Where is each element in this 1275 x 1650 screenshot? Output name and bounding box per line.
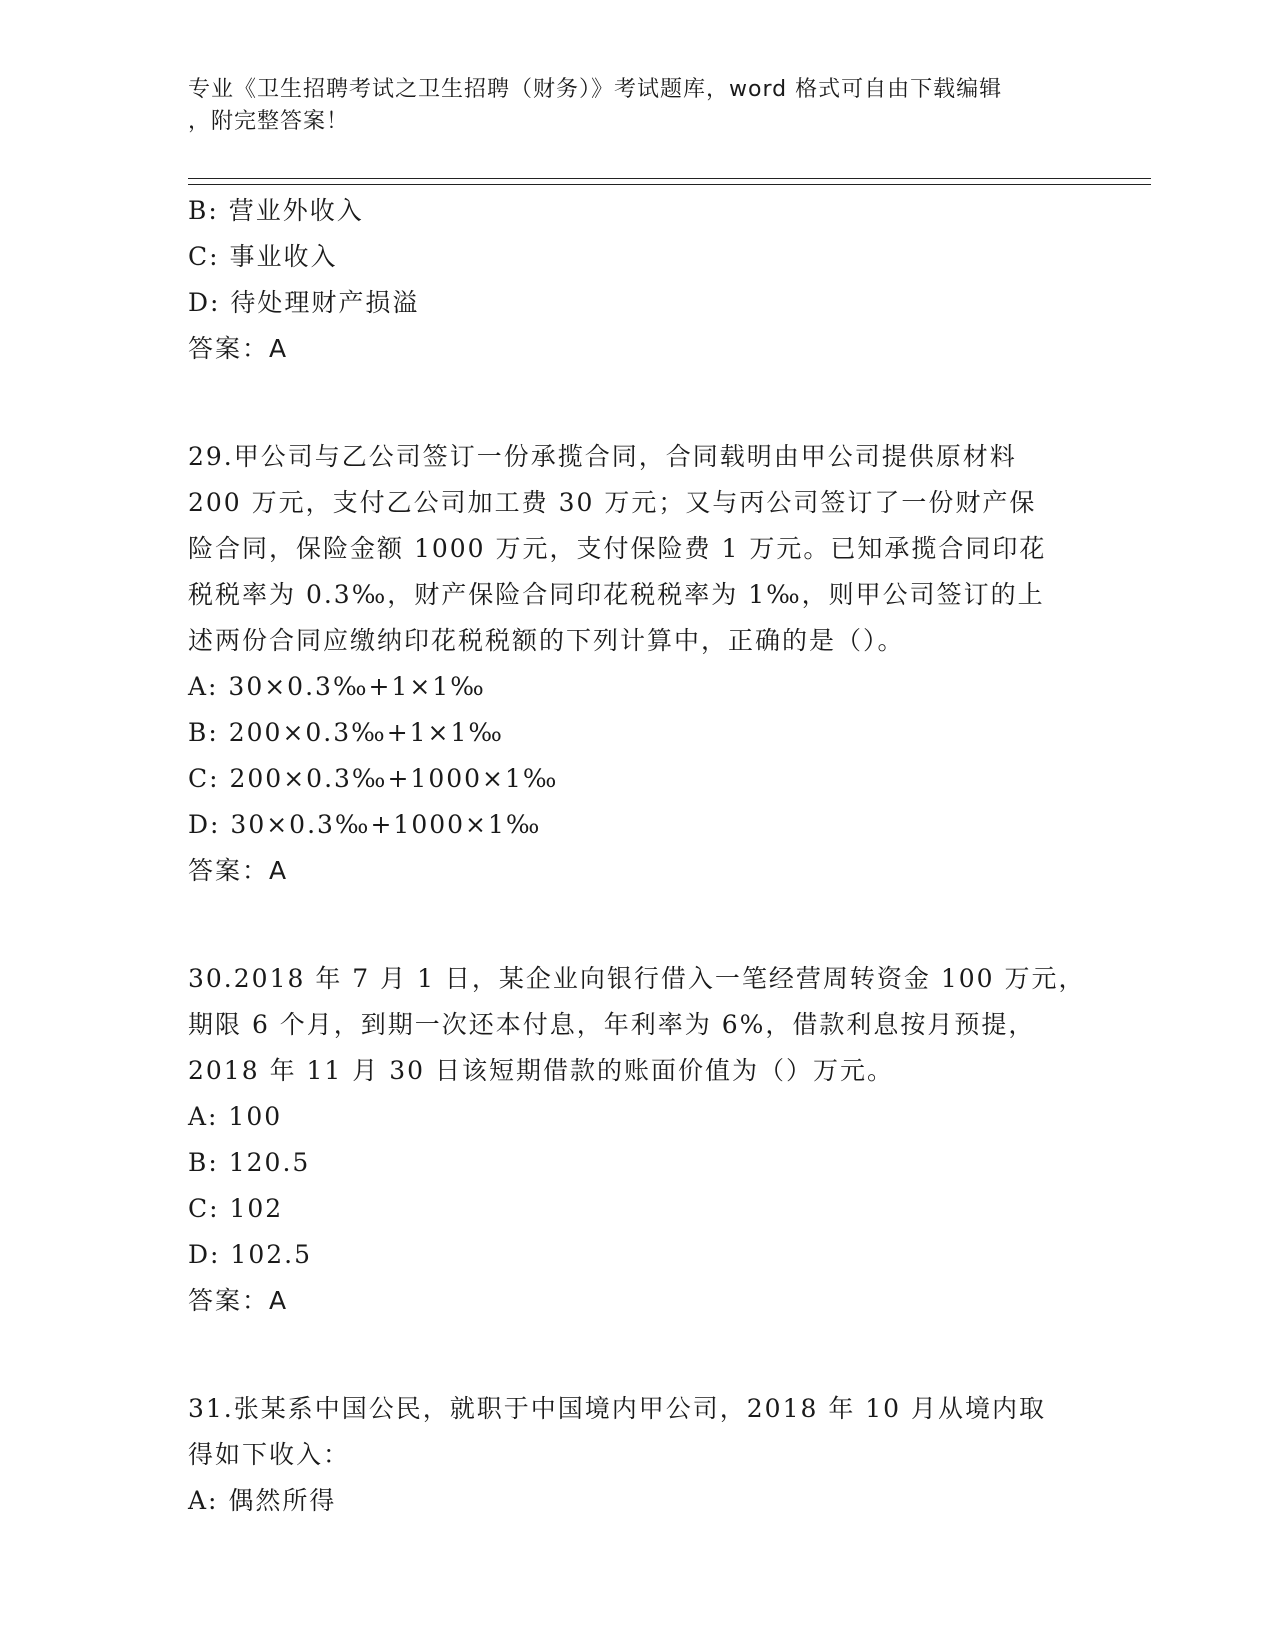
question-stem-line: 30.2018 年 7 月 1 日，某企业向银行借入一笔经营周转资金 100 万元， (188, 964, 1086, 993)
question-stem-line: 税税率为 0.3‰，财产保险合同印花税税率为 1‰，则甲公司签订的上 (188, 580, 1045, 609)
option-c: C: 102 (188, 1194, 284, 1223)
question-stem-line: 得如下收入： (188, 1440, 351, 1469)
header-line-1: 专业《卫生招聘考试之卫生招聘（财务）》考试题库，word 格式可自由下载编辑 (188, 77, 1003, 102)
header-line-2: ，附完整答案！ (188, 109, 350, 134)
option-c: C: 200×0.3‰+1000×1‰ (188, 764, 559, 793)
option-a: A: 偶然所得 (188, 1486, 337, 1515)
document-header (188, 74, 1068, 138)
question-28 (188, 188, 1088, 372)
option-a: A: 100 (188, 1102, 283, 1131)
question-stem-line: 述两份合同应缴纳印花税税额的下列计算中，正确的是（）。 (188, 626, 905, 655)
question-stem-line: 200 万元，支付乙公司加工费 30 万元；又与丙公司签订了一份财产保 (188, 488, 1037, 517)
answer: 答案：A (188, 334, 289, 363)
question-29 (188, 434, 1088, 894)
option-b: B: 120.5 (188, 1148, 311, 1177)
question-stem-line: 29.甲公司与乙公司签订一份承揽合同，合同载明由甲公司提供原材料 (188, 442, 1017, 471)
question-31 (188, 1386, 1088, 1524)
option-d: D: 待处理财产损溢 (188, 288, 420, 317)
option-b: B: 营业外收入 (188, 196, 364, 225)
question-stem-line: 2018 年 11 月 30 日该短期借款的账面价值为（）万元。 (188, 1056, 894, 1085)
question-stem-line: 31.张某系中国公民，就职于中国境内甲公司，2018 年 10 月从境内取 (188, 1394, 1047, 1423)
answer: 答案：A (188, 856, 289, 885)
question-stem-line: 期限 6 个月，到期一次还本付息，年利率为 6%，借款利息按月预提， (188, 1010, 1036, 1039)
question-30 (188, 956, 1088, 1324)
option-a: A: 30×0.3‰+1×1‰ (188, 672, 486, 701)
question-stem-line: 险合同，保险金额 1000 万元，支付保险费 1 万元。已知承揽合同印花 (188, 534, 1047, 563)
header-divider (188, 178, 1151, 185)
answer: 答案：A (188, 1286, 289, 1315)
option-b: B: 200×0.3‰+1×1‰ (188, 718, 504, 747)
option-d: D: 30×0.3‰+1000×1‰ (188, 810, 542, 839)
option-c: C: 事业收入 (188, 242, 338, 271)
question-list (188, 188, 1088, 1524)
option-d: D: 102.5 (188, 1240, 312, 1269)
